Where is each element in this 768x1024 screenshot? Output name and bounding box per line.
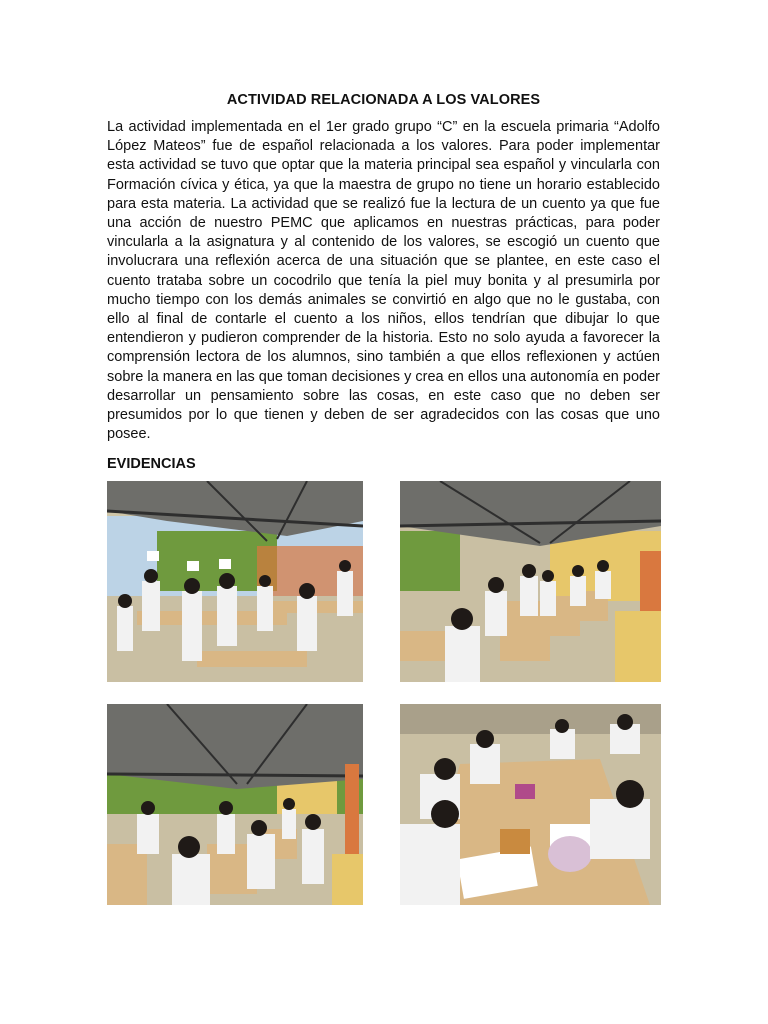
document-page [107, 92, 660, 480]
evidence-photo-2 [400, 481, 661, 682]
evidence-photo-grid [107, 481, 661, 905]
evidence-heading: EVIDENCIAS [107, 456, 196, 473]
body-paragraph: La actividad implementada en el 1er grado grupo “C” en la escuela primaria “Adolfo López Mateos” fue de español relacionada a los valores. Para poder implementar esta actividad se tuvo que optar que la materia principal sea español y vincularla con Formación cívica y ética, ya que la maestra de grupo no tiene un horario establecido para esta materia. La actividad que se realizó fue la lectura de un cuento ya que fue una acción de nuestro PEMC que aplicamos en nuestras prácticas, para poder vincularla a la asignatura y al contenido de los valores, se escogió un cuento que involucrara una reflexión acerca de una situación que se plantee, en este caso el cuento trataba sobre un cocodrilo que tenía la piel muy bonita y al presumirla por mucho tiempo con los demás animales se convirtió en algo que no le gustaba, con ello al final de contarle el cuento a los niños, ellos tendrían que dibujar lo que entendieron y pudieron comprender de la historia. Esto no solo ayuda a favorecer la comprensión lectora de los alumnos, sino también a que ellos reflexionen y actúen sobre la manera en las que toman decisiones y crea en ellos una autonomía en poder desarrollar un pensamiento sobre las cosas, en este caso que no deben ser presumidos por lo que tienen y deben de ser agradecidos con las cosas que uno posee. [107, 119, 660, 443]
document-title: ACTIVIDAD RELACIONADA A LOS VALORES [226, 92, 541, 108]
evidence-photo-3 [107, 704, 363, 905]
evidence-photo-1 [107, 481, 363, 682]
evidence-photo-4 [400, 704, 661, 905]
